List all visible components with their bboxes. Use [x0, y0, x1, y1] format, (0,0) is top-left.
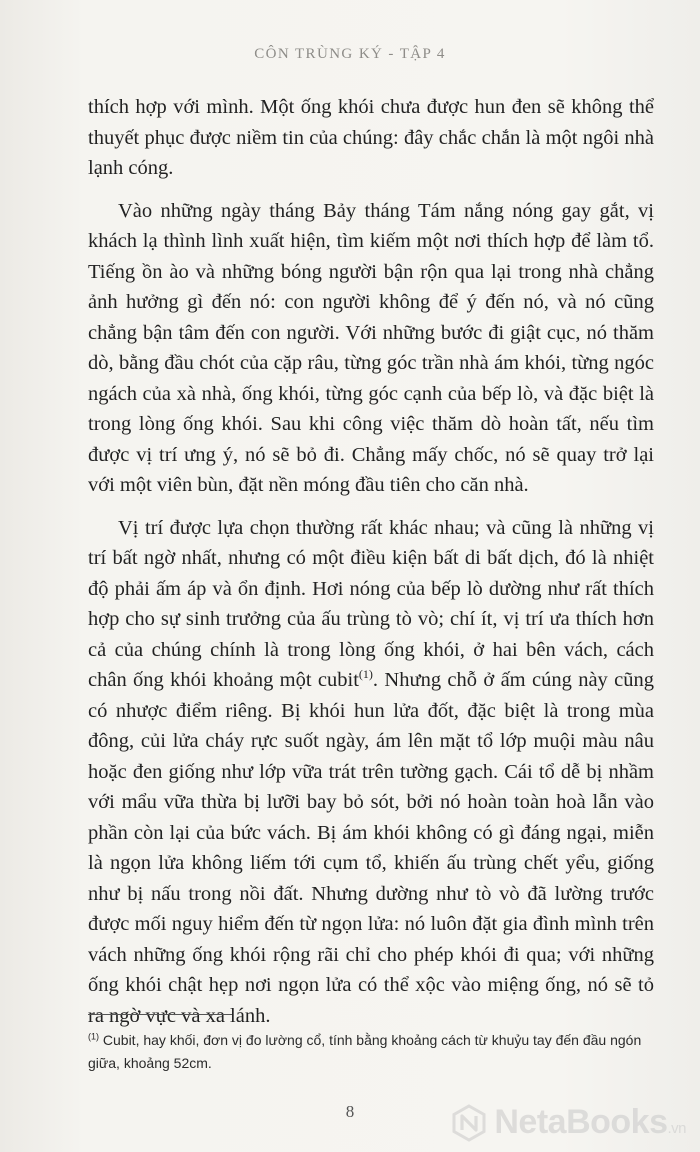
paragraph-3-part-1: Vị trí được lựa chọn thường rất khác nhau; và cũng là những vị trí bất ngờ nhất, nhưng có một điều kiện bất di bất dịch, đó là nhiệt độ phải ấm áp và ổn định. Hơi nóng của bếp lò dường như rất thích hợp cho sự sinh trưởng của ấu trùng tò vò; chí ít, vị trí ưa thích hơn cả của chúng chính là trong lòng ống khói, ở hai bên vách, cách chân ống khói khoảng một cubit — [88, 516, 654, 691]
watermark-suffix: .vn — [667, 1120, 686, 1137]
watermark — [450, 1103, 686, 1142]
paragraph-3-part-2: . Nhưng chỗ ở ấm cúng này cũng có nhược điểm riêng. Bị khói hun lửa đốt, đặc biệt là trong mùa đông, củi lửa cháy rực suốt ngày, ám lên mặt tổ lớp muội màu nâu hoặc đen giống như lớp vữa trát trên tường gạch. Cái tổ dễ bị nhầm với mẩu vữa thừa bị lưỡi bay bỏ sót, bởi nó hoàn toàn hoà lẫn vào phần còn lại của bức vách. Bị ám khói không có gì đáng ngại, miễn là ngọn lửa không liếm tới cụm tổ, khiến ấu trùng chết yểu, giống như bị nấu trong nồi đất. Nhưng dường như tò vò đã lường trước được mối nguy hiểm đến từ ngọn lửa: nó luôn đặt gia đình mình trên vách những ống khói rộng rãi chỉ cho phép khói đi qua; với những ống khói chật hẹp nơi ngọn lửa có thể xộc vào miệng ống, nó sẽ tỏ ra ngờ vực và xa lánh. — [88, 669, 654, 1027]
paragraph-3 — [88, 513, 654, 1032]
running-header: CÔN TRÙNG KÝ - TẬP 4 — [254, 46, 446, 62]
footnote — [88, 1029, 654, 1075]
footnote-reference: (1) — [358, 667, 373, 682]
footnote-divider — [88, 1014, 232, 1015]
footnote-text: Cubit, hay khối, đơn vị đo lường cổ, tính bằng khoảng cách từ khuỷu tay đến đầu ngón giữa, khoảng 52cm. — [88, 1032, 642, 1071]
watermark-brand: NetaBooks — [494, 1103, 668, 1141]
page-number: 8 — [345, 1102, 355, 1121]
watermark-text — [494, 1103, 686, 1142]
footnote-marker: (1) — [88, 1031, 99, 1042]
body-text — [88, 92, 654, 1043]
paragraph-1: thích hợp với mình. Một ống khói chưa được hun đen sẽ không thể thuyết phục được niềm tin của chúng: đây chắc chắn là một ngôi nhà lạnh cóng. — [88, 96, 654, 179]
netabooks-logo-icon — [450, 1104, 488, 1142]
paragraph-2: Vào những ngày tháng Bảy tháng Tám nắng nóng gay gắt, vị khách lạ thình lình xuất hiện, tìm kiếm một nơi thích hợp để làm tổ. Tiếng ồn ào và những bóng người bận rộn qua lại trong nhà chẳng ảnh hưởng gì đến nó: con người không để ý đến nó, và nó cũng chẳng bận tâm đến con người. Với những bước đi giật cục, nó thăm dò, bằng đầu chót của cặp râu, từng góc trần nhà ám khói, từng ngóc ngách của xà nhà, ống khói, từng góc cạnh của bếp lò, và đặc biệt là trong lòng ống khói. Sau khi công việc thăm dò hoàn tất, nếu tìm được vị trí ưng ý, nó sẽ bỏ đi. Chẳng mấy chốc, nó sẽ quay trở lại với một viên bùn, đặt nền móng đầu tiên cho căn nhà. — [88, 199, 654, 496]
